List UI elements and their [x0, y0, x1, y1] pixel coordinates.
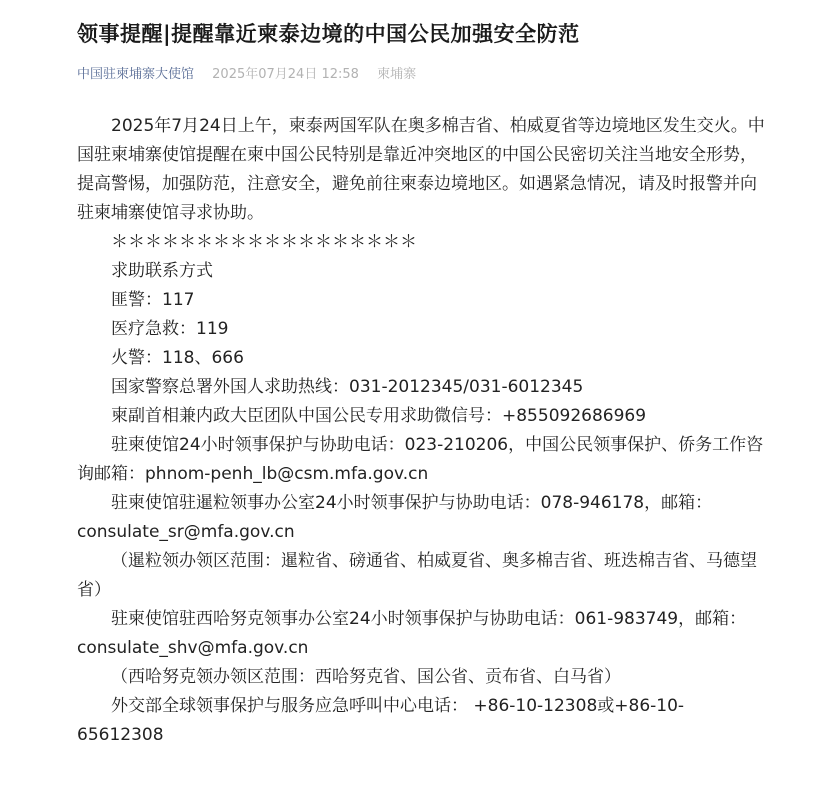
- sihanoukville-scope: （西哈努克领办领区范围：西哈努克省、国公省、贡布省、白马省）: [111, 667, 621, 687]
- police-number: 匪警：117: [111, 290, 195, 310]
- article-content: [77, 112, 767, 750]
- foreigner-hotline: 国家警察总署外国人求助热线：031-2012345/031-6012345: [111, 377, 584, 397]
- fire-number: 火警：118、666: [111, 348, 244, 368]
- global-hotline: 外交部全球领事保护与服务应急呼叫中心电话： +86-10-12308或+86-10-65612308: [77, 696, 685, 745]
- sihanoukville-office-contact: 驻柬使馆驻西哈努克领事办公室24小时领事保护与协助电话：061-983749，邮箱：consulate_shv@mfa.gov.cn: [77, 609, 747, 658]
- siemreap-office-contact: 驻柬使馆驻暹粒领事办公室24小时领事保护与协助电话：078-946178，邮箱：consulate_sr@mfa.gov.cn: [77, 493, 713, 542]
- siemreap-scope: （暹粒领办领区范围：暹粒省、磅通省、柏威夏省、奥多棉吉省、班迭棉吉省、马德望省）: [77, 551, 757, 600]
- article-meta: [77, 63, 416, 82]
- ambulance-number: 医疗急救：119: [111, 319, 229, 339]
- publish-location: 柬埔寨: [377, 67, 417, 82]
- publish-date: 2025年07月24日 12:58: [212, 67, 359, 82]
- separator-stars: ＊＊＊＊＊＊＊＊＊＊＊＊＊＊＊＊＊＊: [111, 232, 417, 252]
- contacts-heading: 求助联系方式: [111, 261, 213, 281]
- article-title: 领事提醒|提醒靠近柬泰边境的中国公民加强安全防范: [77, 22, 580, 46]
- wechat-contact: 柬副首相兼内政大臣团队中国公民专用求助微信号：+855092686969: [111, 406, 647, 426]
- embassy-contact: 驻柬使馆24小时领事保护与协助电话：023-210206，中国公民领事保护、侨务工作咨询邮箱：phnom-penh_lb@csm.mfa.gov.cn: [77, 435, 764, 484]
- account-name-link[interactable]: 中国驻柬埔寨大使馆: [77, 67, 195, 82]
- intro-paragraph: 2025年7月24日上午，柬泰两国军队在奥多棉吉省、柏威夏省等边境地区发生交火。中国驻柬埔寨使馆提醒在柬中国公民特别是靠近冲突地区的中国公民密切关注当地安全形势，提高警惕，加强防范，注意安全，避免前往柬泰边境地区。如遇紧急情况，请及时报警并向驻柬埔寨使馆寻求协助。: [77, 116, 765, 223]
